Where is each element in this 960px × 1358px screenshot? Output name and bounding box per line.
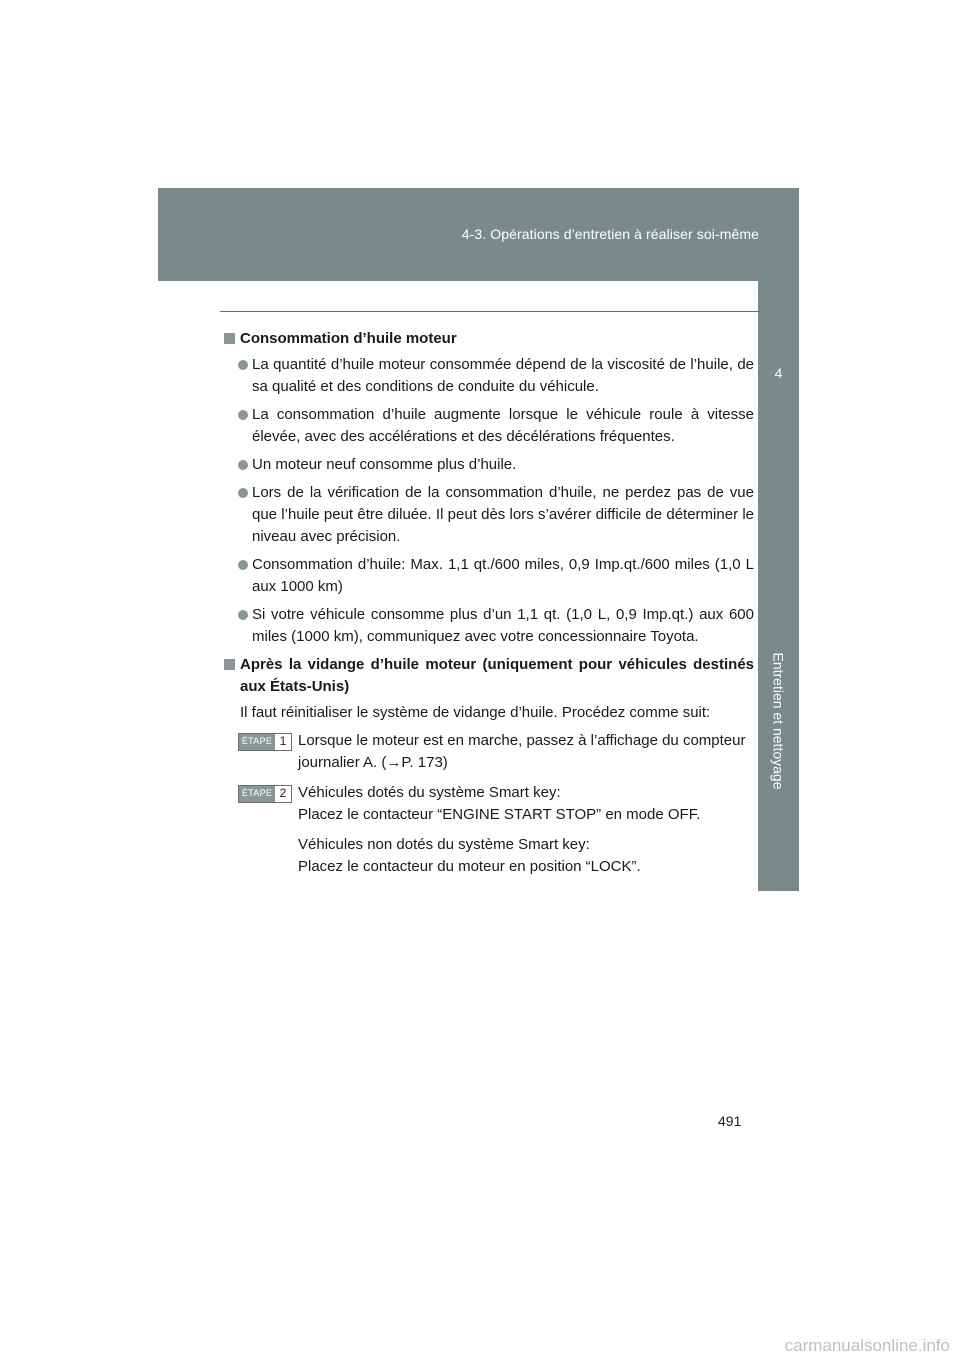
list-item: La consommation d’huile augmente lorsque le véhicule roule à vitesse élevée, avec des accélérations et des décélérations fréquentes.: [224, 404, 754, 448]
square-bullet-icon: [224, 659, 235, 670]
list-item: Un moteur neuf consomme plus d’huile.: [224, 454, 754, 476]
step-item: [224, 782, 754, 826]
side-tab-label: Entretien et nettoyage: [770, 652, 787, 790]
circle-bullet-icon: [238, 610, 248, 620]
step-continuation: [224, 834, 754, 878]
circle-bullet-icon: [238, 460, 248, 470]
section-title: Après la vidange d’huile moteur (uniquement pour véhicules destinés aux États-Unis): [224, 654, 754, 698]
circle-bullet-icon: [238, 560, 248, 570]
page-number: 491: [718, 1113, 742, 1129]
list-item: La quantité d’huile moteur consommée dépend de la viscosité de l’huile, de sa qualité et des conditions de conduite du véhicule.: [224, 354, 754, 398]
list-item: Lors de la vérification de la consommation d’huile, ne perdez pas de vue que l’huile peut être diluée. Il peut dès lors s’avérer difficile de déterminer le niveau avec précision.: [224, 482, 754, 548]
step-text: Lorsque le moteur est en marche, passez à l’affichage du compteur journalier A. (→P. 173): [298, 732, 746, 771]
circle-bullet-icon: [238, 360, 248, 370]
watermark: carmanualsonline.info: [784, 1336, 950, 1355]
step-badge: [238, 785, 292, 803]
side-tab-number: 4: [774, 365, 783, 381]
section-title: Consommation d’huile moteur: [224, 328, 754, 350]
chapter-title: 4-3. Opérations d’entretien à réaliser soi-même: [461, 226, 759, 242]
list-item: Si votre véhicule consomme plus d’un 1,1 qt. (1,0 L, 0,9 Imp.qt.) aux 600 miles (1000 km), communiquez avec votre concessionnaire Toyota.: [224, 604, 754, 648]
step-text: Véhicules non dotés du système Smart key:: [298, 836, 590, 853]
page-content: [224, 328, 754, 886]
side-tab: [758, 281, 799, 891]
step-item: [224, 730, 754, 774]
list-item: Consommation d’huile: Max. 1,1 qt./600 miles, 0,9 Imp.qt./600 miles (1,0 L aux 1000 km): [224, 554, 754, 598]
step-text: Placez le contacteur “ENGINE START STOP” en mode OFF.: [298, 806, 701, 823]
step-badge-label: ÉTAPE: [239, 734, 275, 750]
step-text: Véhicules dotés du système Smart key:: [298, 784, 561, 801]
circle-bullet-icon: [238, 410, 248, 420]
header-rule: [220, 311, 760, 312]
step-badge-number: 2: [275, 786, 291, 802]
chapter-header: [158, 188, 799, 281]
circle-bullet-icon: [238, 488, 248, 498]
step-text: Placez le contacteur du moteur en position “LOCK”.: [298, 858, 641, 875]
square-bullet-icon: [224, 333, 235, 344]
step-badge-number: 1: [275, 734, 291, 750]
step-badge-label: ÉTAPE: [239, 786, 275, 802]
intro-paragraph: Il faut réinitialiser le système de vidange d’huile. Procédez comme suit:: [240, 704, 711, 721]
step-badge: [238, 733, 292, 751]
